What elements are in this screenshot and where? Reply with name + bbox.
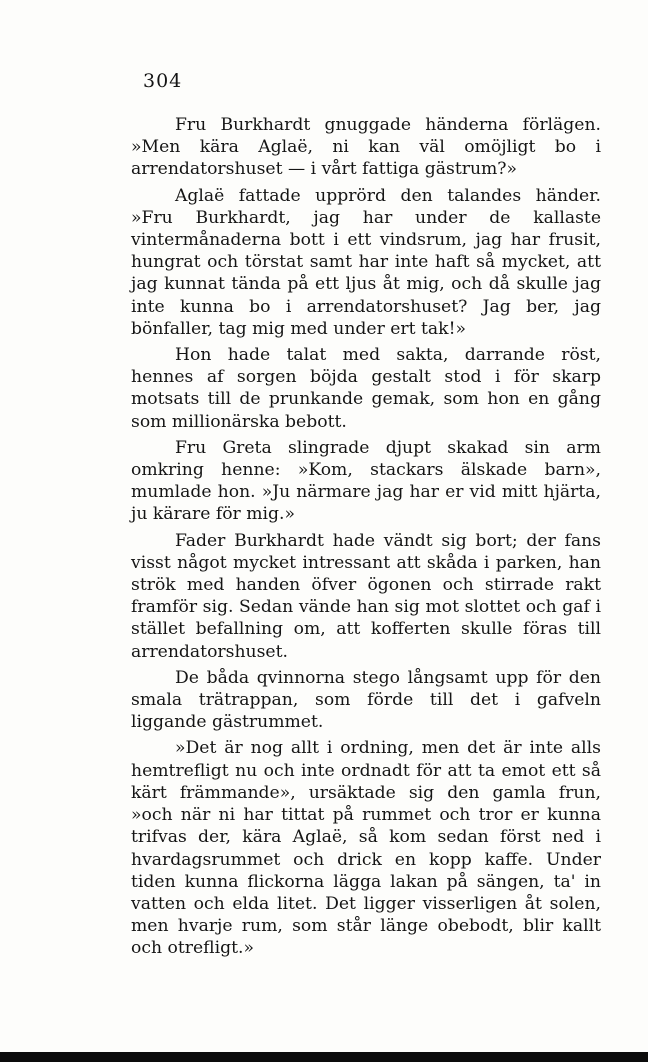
paragraph: Hon hade talat med sakta, darrande röst, hennes af sorgen böjda gestalt stod i för skarp motsats till de prunkande gemak, som hon en gång som millionärska bebott. (131, 345, 601, 432)
body-text (131, 114, 601, 964)
paragraph: De båda qvinnorna stego långsamt upp för den smala trätrappan, som förde till det i gafveln liggande gästrummet. (131, 667, 601, 733)
scan-bottom-edge (0, 1052, 648, 1062)
paragraph: Fader Burkhardt hade vändt sig bort; der fans visst något mycket intressant att skåda i parken, han strök med handen öfver ögonen och stirrade rakt framför sig. Sedan vände han sig mot slottet och gaf i stället befallning om, att kofferten skulle föras till arrendatorshuset. (131, 530, 601, 662)
page-number: 304 (143, 70, 183, 92)
paragraph: »Det är nog allt i ordning, men det är inte alls hemtrefligt nu och inte ordnadt för att ta emot ett så kärt främmande», ursäktade sig den gamla frun, »och när ni har tittat på rummet och tror er kunna trifvas der, kära Aglaë, så kom sedan först ned i hvardagsrummet och drick en kopp kaffe. Under tiden kunna flickorna lägga lakan på sängen, ta' in vatten och elda litet. Det ligger visserligen åt solen, men hvarje rum, som står länge obebodt, blir kallt och otrefligt.» (131, 738, 601, 959)
paragraph: Fru Burkhardt gnuggade händerna förlägen. »Men kära Aglaë, ni kan väl omöjligt bo i arrendatorshuset — i vårt fattiga gästrum?» (131, 115, 601, 180)
paragraph: Aglaë fattade upprörd den talandes händer. »Fru Burkhardt, jag har under de kallaste vintermånaderna bott i ett vindsrum, jag har frusit, hungrat och törstat samt har inte haft så mycket, att jag kunnat tända på ett ljus åt mig, och då skulle jag inte kunna bo i arrendatorshuset? Jag ber, jag bönfaller, tag mig med under ert tak!» (131, 185, 601, 339)
paragraph: Fru Greta slingrade djupt skakad sin arm omkring henne: »Kom, stackars älskade barn», mumlade hon. »Ju närmare jag har er vid mitt hjärta, ju kärare för mig.» (131, 437, 601, 525)
